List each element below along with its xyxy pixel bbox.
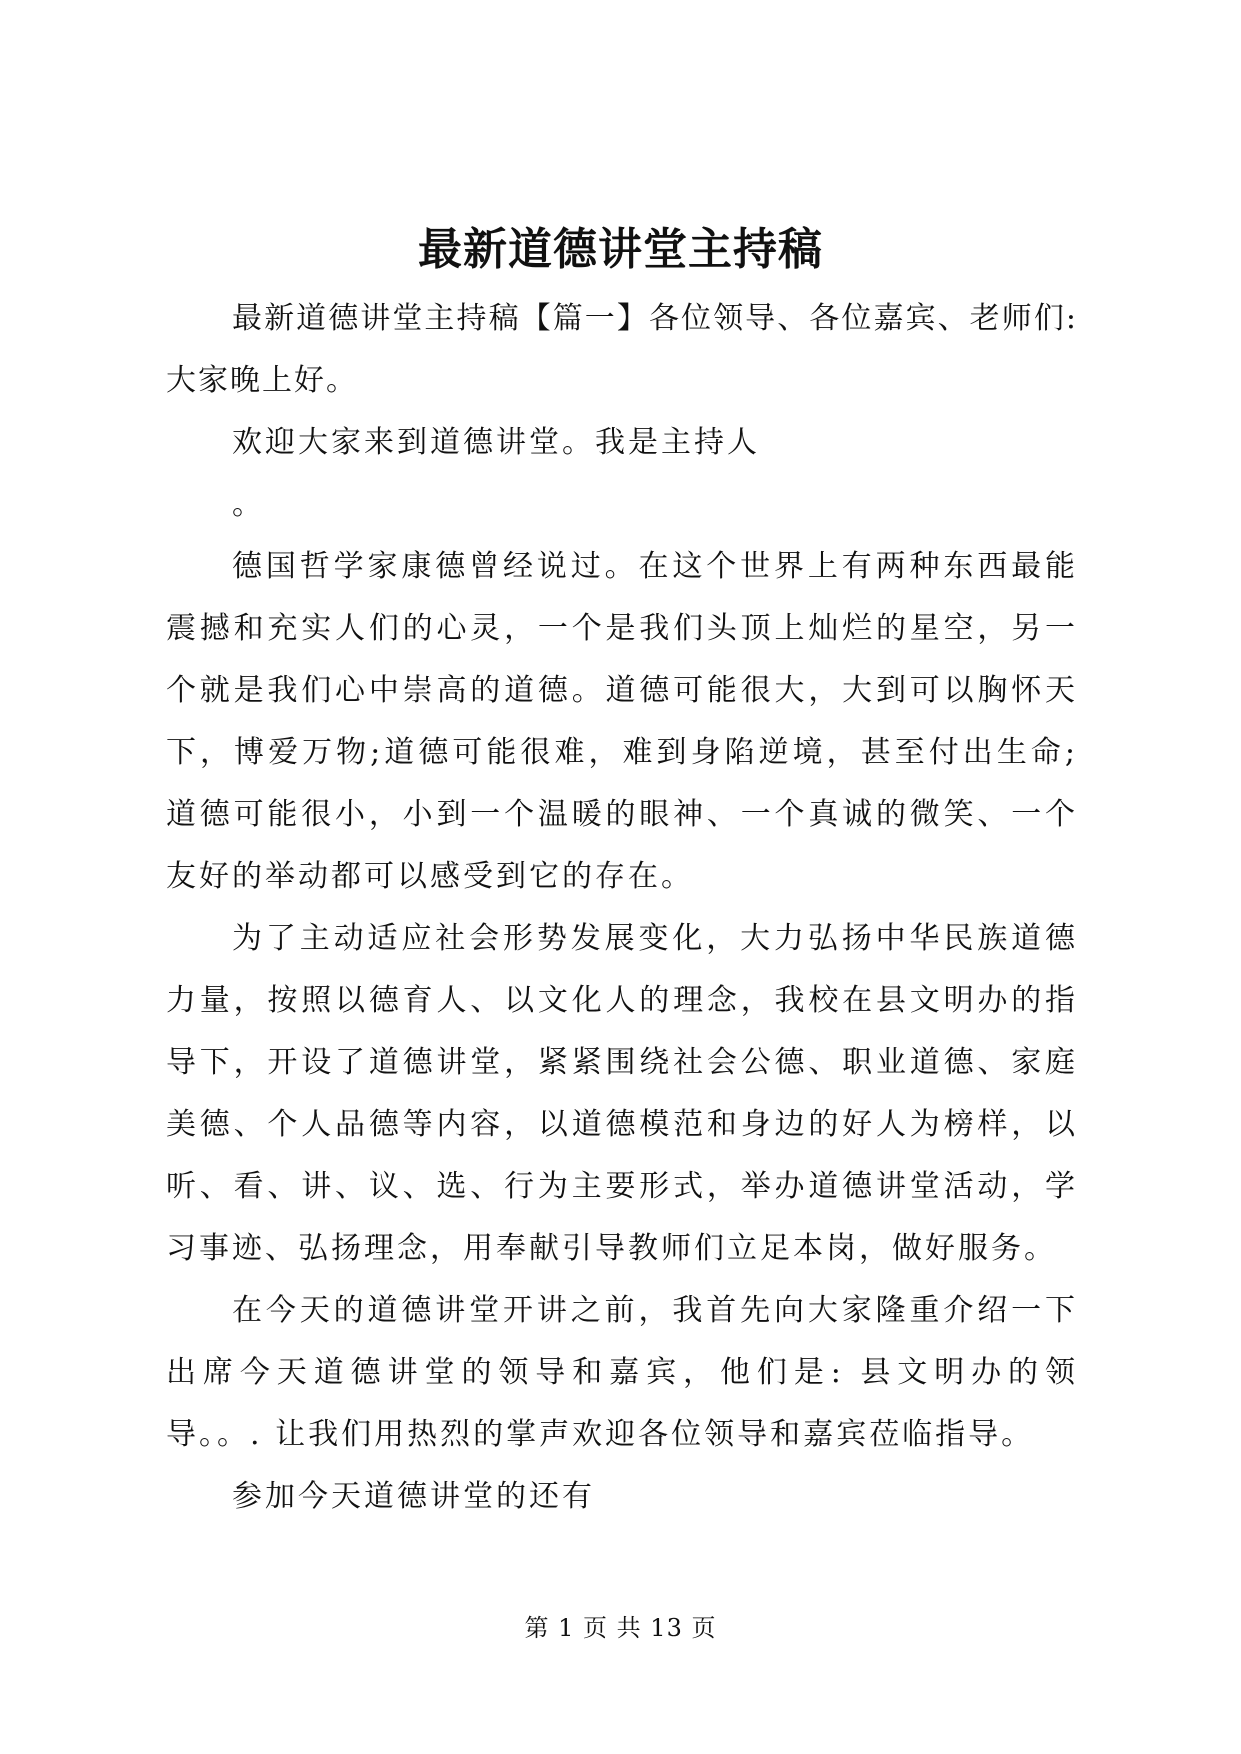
paragraph-purpose: 为了主动适应社会形势发展变化，大力弘扬中华民族道德力量，按照以德育人、以文化人的理念，我校在县文明办的指导下，开设了道德讲堂，紧紧围绕社会公德、职业道德、家庭美德、个人品德等内容，以道德模范和身边的好人为榜样，以听、看、讲、议、选、行为主要形式，举办道德讲堂活动，学习事迹、弘扬理念，用奉献引导教师们立足本岗，做好服务。	[166, 921, 1078, 1266]
document-body	[166, 288, 1078, 1528]
paragraph-participants: 参加今天道德讲堂的还有	[232, 1479, 595, 1514]
paragraph-guests: 在今天的道德讲堂开讲之前，我首先向大家隆重介绍一下出席今天道德讲堂的领导和嘉宾，他们是: 县文明办的领导。。. 让我们用热烈的掌声欢迎各位领导和嘉宾莅临指导。	[166, 1293, 1078, 1452]
paragraph-greeting: 最新道德讲堂主持稿【篇一】各位领导、各位嘉宾、老师们:大家晚上好。	[166, 301, 1078, 398]
paragraph-welcome: 欢迎大家来到道德讲堂。我是主持人	[232, 425, 760, 460]
document-title: 最新道德讲堂主持稿	[418, 224, 823, 275]
paragraph-period: 。	[232, 487, 265, 522]
page-footer: 第 1 页 共 13 页	[524, 1614, 717, 1642]
paragraph-kant: 德国哲学家康德曾经说过。在这个世界上有两种东西最能震撼和充实人们的心灵，一个是我们头顶上灿烂的星空，另一个就是我们心中崇高的道德。道德可能很大，大到可以胸怀天下，博爱万物;道德可能很难，难到身陷逆境，甚至付出生命;道德可能很小，小到一个温暖的眼神、一个真诚的微笑、一个友好的举动都可以感受到它的存在。	[166, 549, 1078, 894]
